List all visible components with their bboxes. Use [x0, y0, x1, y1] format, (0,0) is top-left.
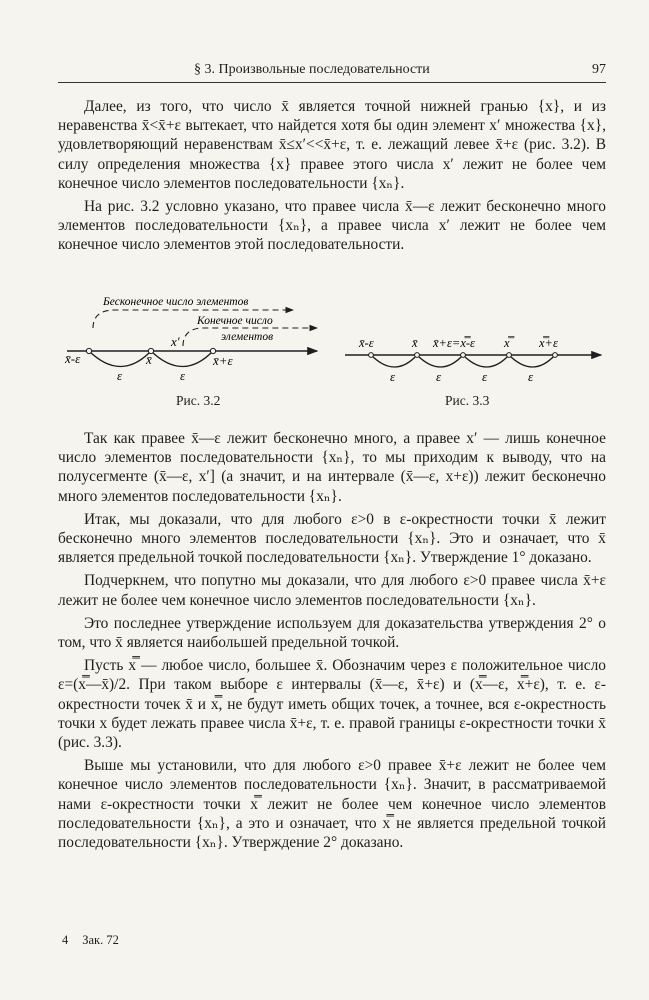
- paragraph: Далее, из того, что число x̄ является точной нижней гранью {x}, и из неравенства x̄<x̄+ε вытекает, что найдется хотя бы один элемент x′ множества {x}, удовлетворяющий неравенствам x̄≤x′<<x̄+ε, т. е. лежащий левее x̄+ε (рис. 3.2). В силу определения множества {x} правее этого числа x′ лежит не более чем конечное число элементов последовательности {xₙ}.: [58, 98, 606, 192]
- label-left: x̄-ε: [65, 351, 81, 366]
- running-header: [58, 60, 606, 83]
- point-4: [507, 353, 512, 358]
- label-p1: x̄-ε: [359, 336, 374, 350]
- eps-arc-3: [463, 355, 509, 367]
- label-finite-2: элементов: [221, 331, 274, 343]
- point-2: [415, 353, 420, 358]
- label-mid: x̄: [146, 352, 152, 367]
- figure-caption-3-2: Рис. 3.2: [176, 393, 221, 408]
- page-number: 97: [592, 62, 606, 77]
- text-block-bottom: [58, 429, 606, 852]
- point-1: [369, 353, 374, 358]
- text-block-top: [58, 97, 606, 255]
- label-p5: x̿+ε: [539, 336, 558, 350]
- paragraph: Так как правее x̄—ε лежит бесконечно много, а правее x′ — лишь конечное число элементов последовательности {xₙ}, то мы приходим к выводу, что на полусегменте (x̄—ε, x′] (а значит, и на интервале (x̄—ε, x+ε)) лежит бесконечно много элементов последовательности {xₙ}.: [58, 430, 606, 505]
- label-eps-2: ε: [436, 369, 442, 384]
- label-eps-1: ε: [390, 369, 396, 384]
- eps-arc-left: [89, 351, 151, 367]
- eps-arc-1: [371, 355, 417, 367]
- label-eps-2: ε: [180, 368, 186, 383]
- label-p4: x̿: [504, 336, 510, 350]
- eps-arc-2: [417, 355, 463, 367]
- label-right: x̄+ε: [213, 353, 233, 368]
- paragraph: Итак, мы доказали, что для любого ε>0 в ε-окрестности точки x̄ лежит бесконечно много элементов последовательности {xₙ}. Это и означает, что x̄ является предельной точкой последовательности {xₙ}. Утверждение 1° доказано.: [58, 510, 606, 567]
- paragraph: Подчеркнем, что попутно мы доказали, что для любого ε>0 правее числа x̄+ε лежит не более чем конечное число элементов последовательности {xₙ}.: [58, 572, 606, 609]
- label-eps-3: ε: [482, 369, 488, 384]
- page-footer: [62, 933, 119, 948]
- figure-3-2: [55, 288, 325, 388]
- point-3: [461, 353, 466, 358]
- paragraph: На рис. 3.2 условно указано, что правее числа x̄—ε лежит бесконечно много элементов последовательности {xₙ}, а правее числа x′ лежит не более чем конечное число элементов этой последовательности.: [58, 198, 606, 254]
- section-title: § 3. Произвольные последовательности: [194, 62, 430, 77]
- point-left: [86, 348, 91, 353]
- label-eps-1: ε: [117, 368, 123, 383]
- paragraph: Это последнее утверждение используем для доказательства утверждения 2° о том, что x̄ является наибольшей предельной точкой.: [58, 614, 606, 652]
- label-p2: x̄: [412, 336, 418, 350]
- figure-3-3: [335, 325, 605, 387]
- label-p3: x̄+ε=x̿-ε: [433, 336, 475, 350]
- figure-caption-3-3: Рис. 3.3: [445, 393, 490, 408]
- paragraph: Пусть x̿ — любое число, большее x̄. Обозначим через ε положительное число ε=(x̿—x̄)/2. При таком выборе ε интервалы (x̄—ε, x̄+ε) и (x̿—ε, x̿+ε), т. е. ε-окрестности точек x̄ и x̿, не будут иметь общих точек, а точнее, вся ε-окрестность точки x будет лежать правее числа x̄+ε, т. е. правой границы ε-окрестности точки x̄ (рис. 3.3).: [58, 657, 606, 752]
- paragraph: Выше мы установили, что для любого ε>0 правее x̄+ε лежит не более чем конечное число элементов последовательности {xₙ}. Значит, в рассматриваемой нами ε-окрестности точки x̿ лежит не более чем конечное число элементов последовательности {xₙ}, а это и означает, что x̿ не является предельной точкой последовательности {xₙ}. Утверждение 2° доказано.: [58, 757, 606, 852]
- label-infinite: Бесконечное число элементов: [103, 296, 249, 308]
- signature-number: 4: [62, 933, 69, 947]
- eps-arc-right: [151, 351, 213, 367]
- label-finite-1: Конечное число: [197, 315, 273, 327]
- point-5: [553, 353, 558, 358]
- label-xprime: x′: [171, 334, 180, 349]
- printing-order: Зак. 72: [82, 933, 119, 947]
- eps-arc-4: [509, 355, 555, 367]
- label-eps-4: ε: [528, 369, 534, 384]
